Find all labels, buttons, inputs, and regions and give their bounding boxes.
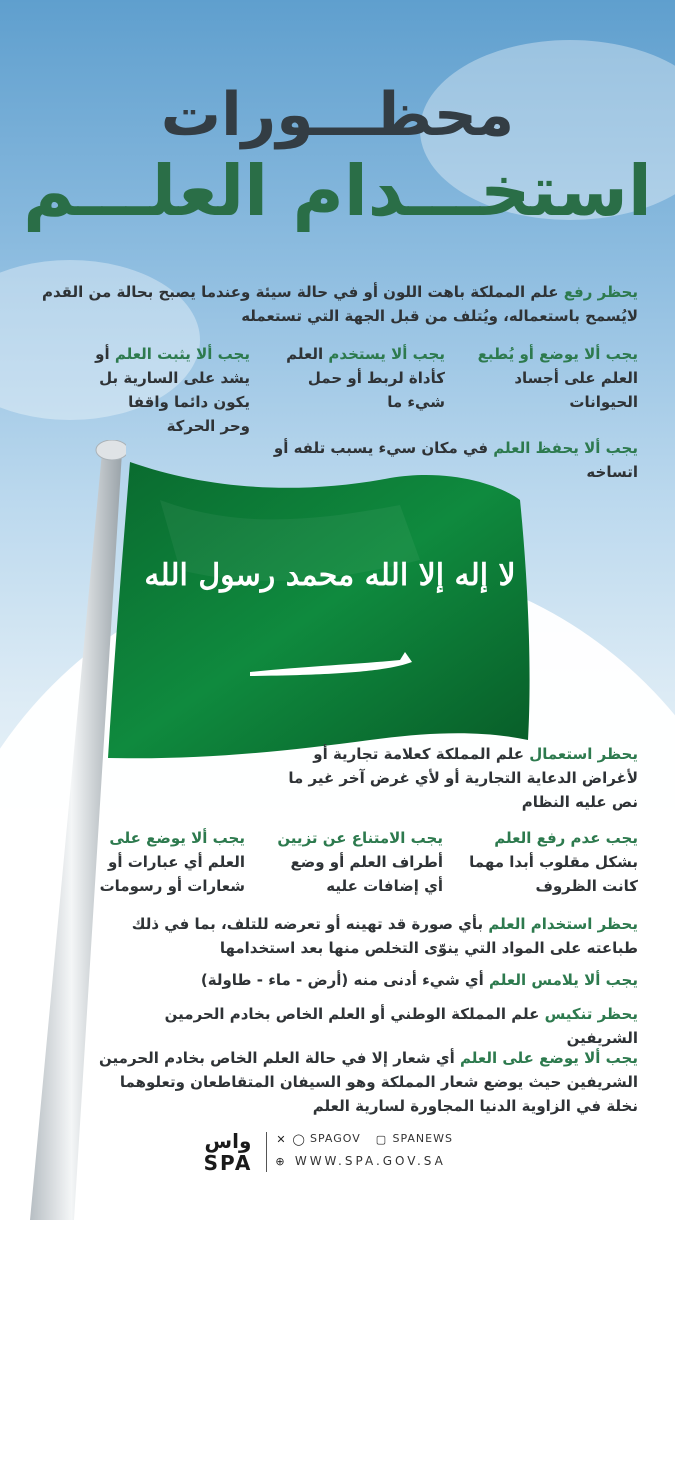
- rule-block: [268, 826, 443, 898]
- globe-icon: ⊕: [275, 1155, 288, 1168]
- rule-text: أطراف العلم أو وضع أي إضافات عليه: [290, 853, 443, 895]
- website-link[interactable]: [275, 1154, 446, 1168]
- website-url: WWW.SPA.GOV.SA: [294, 1154, 446, 1168]
- x-icon: ✕: [276, 1132, 287, 1146]
- logo-english: SPA: [203, 1151, 253, 1175]
- rule-text: في مكان سيء يسبب تلفه أو اتساخه: [273, 439, 638, 481]
- rule-block: [95, 342, 250, 438]
- instagram-icon: ▢: [375, 1132, 388, 1146]
- rule-lead: يحظر تنكيس: [544, 1005, 638, 1023]
- logo-arabic: واس: [204, 1129, 252, 1153]
- rule-text: العلم كأداة لربط أو حمل شيء ما: [286, 345, 445, 411]
- rule-lead: يحظر استخدام العلم: [488, 915, 638, 933]
- rule-text: أو يشد على السارية بل يكون دائما واقفا وحر الحركة: [95, 345, 250, 435]
- rule-lead: يحظر رفع: [563, 283, 638, 301]
- rule-text: أي شعار إلا في حالة العلم الخاص بخادم الحرمين الشريفين حيث يوضع شعار المملكة وهو السيفان المتقاطعان وتعلوهما نخلة في الزاوية الدنيا المجاورة لسارية العلم: [99, 1049, 638, 1115]
- rule-block: [465, 826, 638, 898]
- rule-text: العلم على أجساد الحيوانات: [514, 369, 638, 411]
- rule-text: علم المملكة باهت اللون أو في حالة سيئة وعندما يصبح بحالة من القدم لايُسمح باستعماله، ويُتلف من قبل الجهة التي تستعمله: [42, 283, 638, 325]
- rule-lead: يجب عدم رفع العلم: [494, 829, 638, 847]
- rule-text: أي شيء أدنى منه (أرض - ماء - طاولة): [200, 971, 490, 989]
- rule-lead: يجب ألا يحفظ العلم: [493, 439, 638, 457]
- x-link[interactable]: [275, 1132, 361, 1146]
- rule-lead: يجب ألا يوضع على العلم: [460, 1049, 638, 1067]
- x-handle: SPAGOV: [310, 1132, 361, 1145]
- spa-logo: [198, 1130, 258, 1174]
- rule-lead: يجب ألا يلامس العلم: [489, 971, 638, 989]
- saudi-flag: [100, 440, 540, 770]
- rule-text: علم المملكة كعلامة تجارية أو لأغراض الدعاية التجارية أو لأي غرض آخر غير ما نص عليه النظام: [288, 745, 638, 811]
- rule-lead: يحظر استعمال: [529, 745, 638, 763]
- rule-block: [38, 280, 638, 328]
- rule-text: علم المملكة الوطني أو العلم الخاص بخادم الحرمين الشريفين: [164, 1005, 638, 1047]
- rule-text: بأي صورة قد تهينه أو تعرضه للتلف، بما في ذلك طباعته على المواد التي ينوّى التخلص منها بعد استخدامها: [131, 915, 638, 957]
- rule-lead: يجب ألا يوضع على: [109, 829, 245, 847]
- rule-lead: يجب الامتناع عن تزيين: [277, 829, 443, 847]
- rule-block: [268, 742, 638, 814]
- rule-lead: يجب ألا يثبت العلم: [114, 345, 250, 363]
- rule-block: [90, 1002, 638, 1050]
- instagram-link[interactable]: [375, 1132, 453, 1146]
- footer: [0, 1128, 675, 1178]
- rule-text: العلم أي عبارات أو شعارات أو رسومات: [99, 853, 245, 895]
- rule-block: [90, 968, 638, 992]
- footer-divider: [266, 1132, 267, 1172]
- rule-text: بشكل مقلوب أبدا مهما كانت الظروف: [469, 853, 638, 895]
- title-line1: محظـــورات: [160, 80, 515, 150]
- instagram-handle: SPANEWS: [392, 1132, 453, 1145]
- rule-block: [470, 342, 638, 414]
- rule-block: [275, 342, 445, 414]
- rule-block: [90, 1046, 638, 1118]
- rule-lead: يجب ألا يستخدم: [328, 345, 445, 363]
- flag-shahada: لا إله إلا الله محمد رسول الله: [144, 558, 516, 593]
- rule-block: [95, 826, 245, 898]
- rule-lead: يجب ألا يوضع أو يُطبع: [477, 345, 638, 363]
- rule-block: [90, 912, 638, 960]
- title-line2: استخـــدام العلـــم: [23, 150, 652, 232]
- chat-icon: ◯: [292, 1132, 306, 1146]
